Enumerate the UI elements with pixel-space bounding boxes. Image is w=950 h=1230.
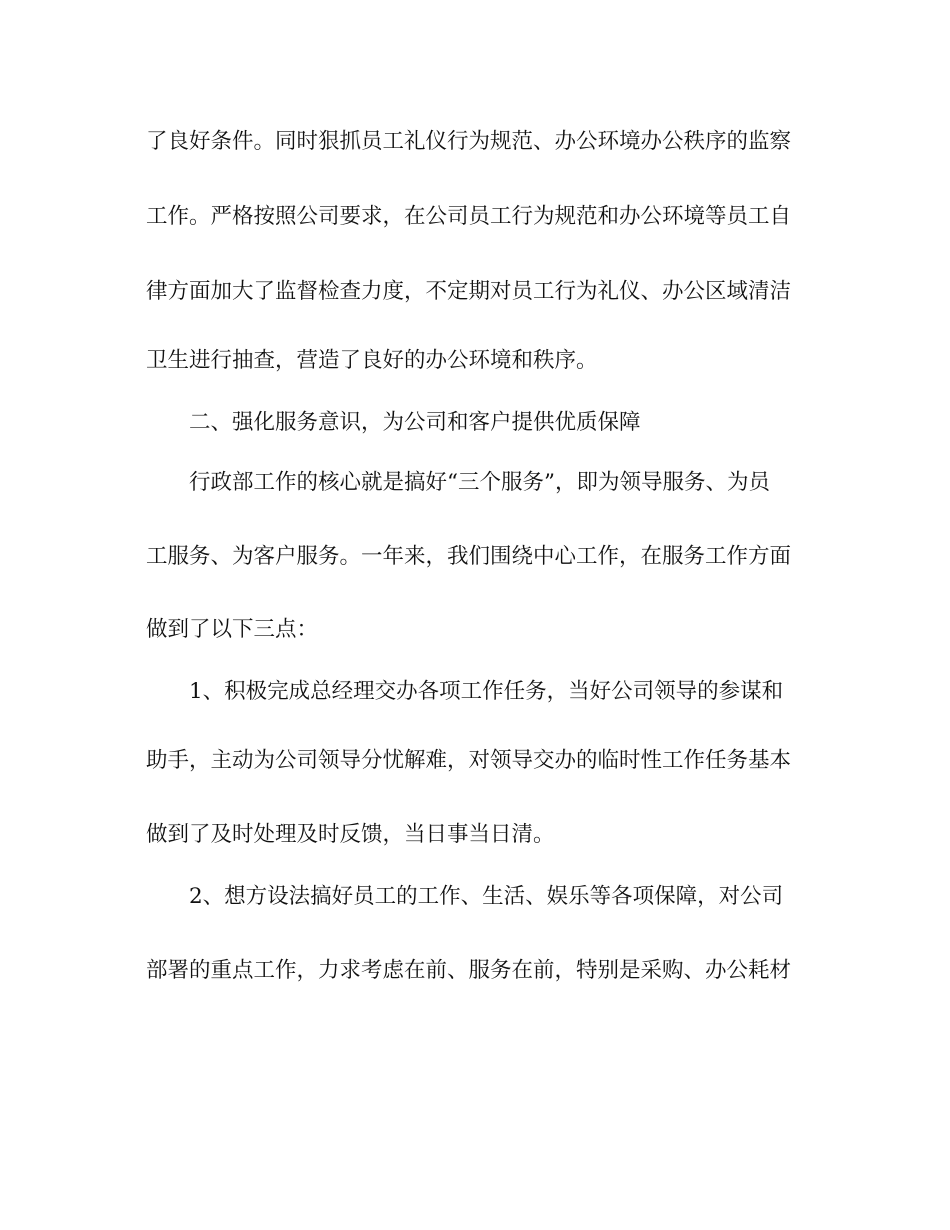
list-item-2-line-1: 2、想方设法搞好员工的工作、生活、娱乐等各项保障，对公司 xyxy=(189,884,784,909)
text-line-2: 工作。严格按照公司要求，在公司员工行为规范和办公环境等员工自 xyxy=(146,204,792,229)
text-line-4: 卫生进行抽查，营造了良好的办公环境和秩序。 xyxy=(146,348,598,373)
text-line-7: 工服务、为客户服务。一年来，我们围绕中心工作，在服务工作方面 xyxy=(146,544,792,569)
list-item-1-line-1: 1、积极完成总经理交办各项工作任务，当好公司领导的参谋和 xyxy=(189,679,784,704)
text-line-3: 律方面加大了监督检查力度，不定期对员工行为礼仪、办公区域清洁 xyxy=(146,279,792,304)
text-line-6: 行政部工作的核心就是搞好“三个服务”，即为领导服务、为员 xyxy=(189,470,770,495)
list-item-2-line-2: 部署的重点工作，力求考虑在前、服务在前，特别是采购、办公耗材 xyxy=(146,958,792,983)
section-heading: 二、强化服务意识，为公司和客户提供优质保障 xyxy=(189,410,641,435)
list-item-1-line-3: 做到了及时处理及时反馈，当日事当日清。 xyxy=(146,822,555,847)
text-line-1: 了良好条件。同时狠抓员工礼仪行为规范、办公环境办公秩序的监察 xyxy=(146,129,792,154)
text-line-8: 做到了以下三点： xyxy=(146,617,319,642)
list-item-1-line-2: 助手，主动为公司领导分忧解难，对领导交办的临时性工作任务基本 xyxy=(146,748,792,773)
